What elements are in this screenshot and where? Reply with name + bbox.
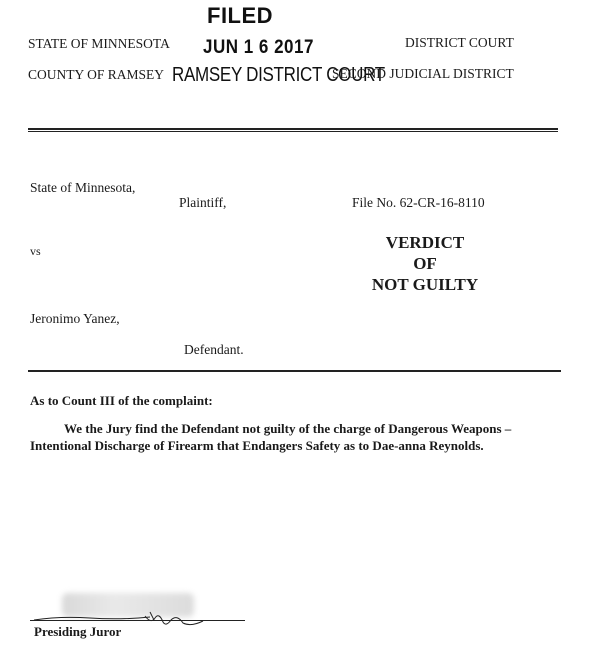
district-court-heading: DISTRICT COURT — [405, 35, 514, 50]
court-stamp: RAMSEY DISTRICT COURT — [172, 63, 385, 86]
county-heading: COUNTY OF RAMSEY — [28, 67, 165, 82]
filed-date-stamp: JUN 1 6 2017 — [203, 35, 314, 58]
verdict-body — [30, 420, 560, 454]
header-rule-inner — [28, 131, 558, 132]
signature-line — [30, 620, 245, 621]
caption-rule — [28, 370, 561, 372]
versus-label: vs — [30, 244, 41, 258]
verdict-line-2: OF — [413, 254, 437, 273]
count-heading: As to Count III of the complaint: — [30, 393, 213, 408]
file-number: File No. 62-CR-16-8110 — [352, 195, 485, 210]
verdict-statement-text: We the Jury find the Defendant not guilty of the charge of Dangerous Weapons – Intentional Discharge of Firearm that Endangers Safety as to Dae-anna Reynolds. — [30, 421, 512, 453]
judicial-district-heading: SECOND JUDICIAL DISTRICT — [332, 66, 514, 81]
filed-stamp: FILED — [207, 3, 274, 28]
presiding-juror-label: Presiding Juror — [34, 624, 122, 639]
defendant-role: Defendant. — [184, 342, 244, 357]
header-rule — [28, 128, 558, 130]
defendant-name: Jeronimo Yanez, — [30, 311, 120, 326]
verdict-line-1: VERDICT — [385, 233, 465, 252]
plaintiff-role: Plaintiff, — [179, 195, 227, 210]
plaintiff-name: State of Minnesota, — [30, 180, 136, 195]
verdict-title — [330, 232, 520, 295]
verdict-line-3: NOT GUILTY — [371, 275, 479, 294]
state-heading: STATE OF MINNESOTA — [28, 36, 170, 51]
verdict-statement — [30, 420, 560, 454]
